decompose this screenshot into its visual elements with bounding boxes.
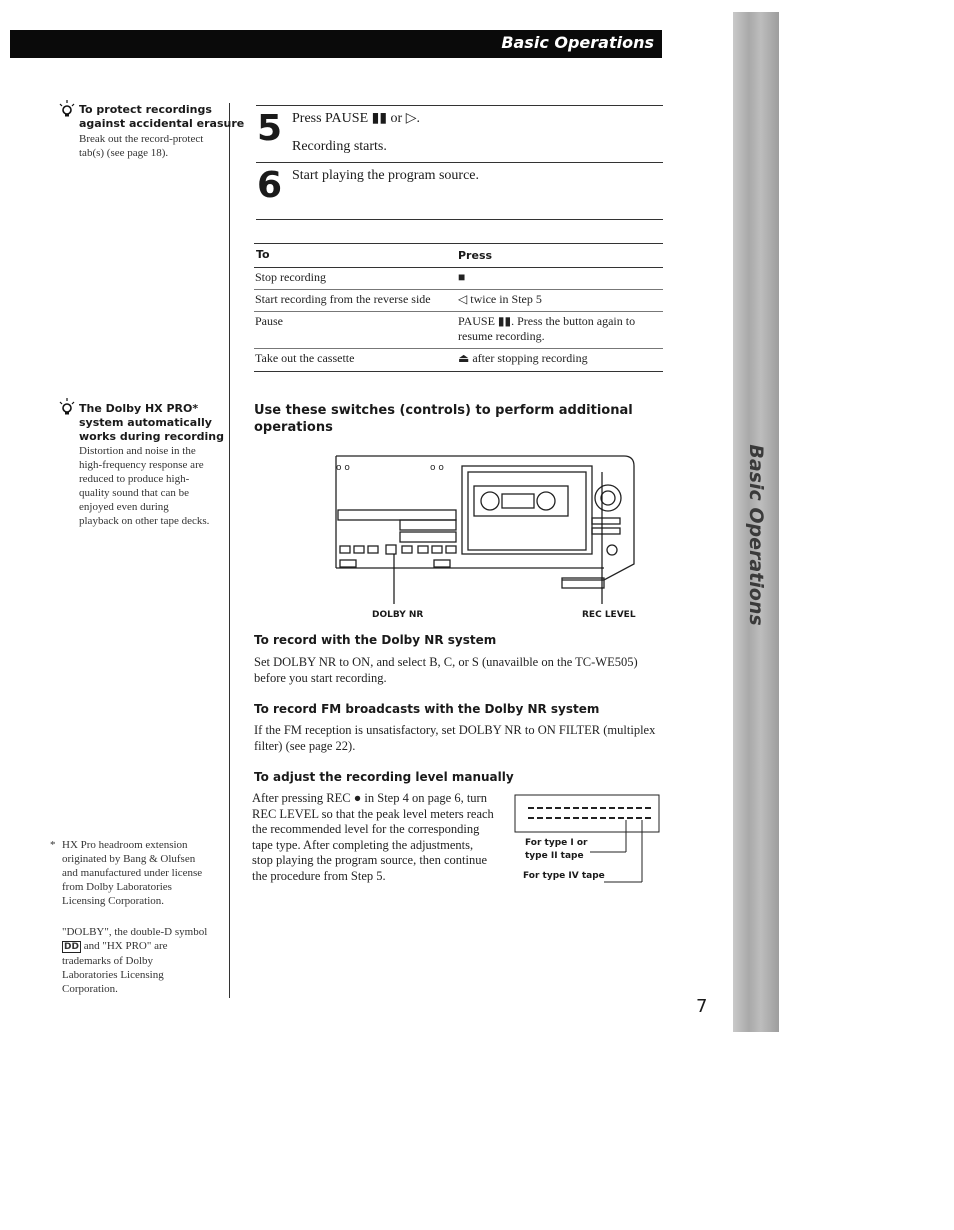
step-6-instruction: Start playing the program source. xyxy=(292,168,480,183)
subsection-title: To adjust the recording level manually xyxy=(254,770,514,784)
step-rule xyxy=(256,162,663,163)
table-rule xyxy=(254,289,663,290)
cassette-deck-illustration xyxy=(334,452,638,624)
footnote-marker: * xyxy=(50,839,56,851)
table-rule xyxy=(254,371,663,372)
step-rule xyxy=(256,105,663,106)
tip1-body: Break out the record-protect tab(s) (see page 18). xyxy=(79,133,204,159)
table-rule xyxy=(254,267,663,268)
section-heading: Use these switches (controls) to perform additional operations xyxy=(254,403,633,435)
table-cell-press: PAUSE ▮▮. Press the button again to resume recording. xyxy=(458,314,636,343)
sidebar-divider xyxy=(229,103,230,998)
table-cell-to: Pause xyxy=(255,314,283,328)
subsection-title: To record with the Dolby NR system xyxy=(254,633,497,647)
step-5-result: Recording starts. xyxy=(292,139,387,154)
table-header-press: Press xyxy=(458,249,493,262)
dolby-nr-label: DOLBY NR xyxy=(372,610,424,620)
trademark-text: "DOLBY", the double-D symbol DD and "HX PRO" are trademarks of Dolby Laboratories Licensing Corporation. xyxy=(62,926,208,995)
table-cell-to: Stop recording xyxy=(255,270,326,284)
svg-text:o o: o o xyxy=(430,463,444,473)
table-cell-press: ◁ twice in Step 5 xyxy=(458,292,542,306)
svg-text:o o: o o xyxy=(336,463,350,473)
table-rule xyxy=(254,311,663,312)
header-title: Basic Operations xyxy=(501,33,654,52)
table-cell-to: Start recording from the reverse side xyxy=(255,292,431,306)
header-bar xyxy=(10,30,662,58)
lightbulb-icon xyxy=(57,396,75,416)
lightbulb-icon xyxy=(57,98,75,118)
tip1-title: To protect recordings against accidental erasure xyxy=(79,103,245,130)
step-5-instruction: Press PAUSE ▮▮ or ▷. xyxy=(292,111,420,126)
tip2-title: The Dolby HX PRO* system automatically works during recording xyxy=(79,402,225,443)
rec-level-label: REC LEVEL xyxy=(582,610,636,620)
meter-label-type-i: For type I or type II tape xyxy=(525,838,588,861)
step-rule xyxy=(256,219,663,220)
table-header-to: To xyxy=(256,248,270,261)
subsection-body: Set DOLBY NR to ON, and select B, C, or S (unavailble on the TC-WE505) before you start recording. xyxy=(254,655,638,685)
dolby-double-d-symbol: DD xyxy=(64,942,79,952)
meter-label-type-iv: For type IV tape xyxy=(523,871,605,881)
footnote-text: HX Pro headroom extension originated by Bang & Olufsen and manufactured under license from Dolby Laboratories Licensing Corporation. xyxy=(62,839,203,907)
step-number-6: 6 xyxy=(257,165,283,206)
side-tab-label: Basic Operations xyxy=(745,444,767,626)
tip2-body: Distortion and noise in the high-frequency response are reduced to produce high- quality sound that can be enjoyed even during playback on other tape decks. xyxy=(79,445,210,527)
page-number: 7 xyxy=(696,996,708,1017)
table-cell-to: Take out the cassette xyxy=(255,351,355,365)
table-cell-press: ⏏ after stopping recording xyxy=(458,351,588,365)
subsection-body: If the FM reception is unsatisfactory, set DOLBY NR to ON FILTER (multiplex filter) (see page 22). xyxy=(254,723,656,753)
step-number-5: 5 xyxy=(257,108,283,149)
subsection-body: After pressing REC ● in Step 4 on page 6, turn REC LEVEL so that the peak level meters reach the recommended level for the corresponding tape type. After completing the adjustments, stop playing the program source, then continue the procedure from Step 5. xyxy=(252,791,494,883)
subsection-title: To record FM broadcasts with the Dolby NR system xyxy=(254,702,600,716)
table-cell-press: ■ xyxy=(458,270,466,284)
table-rule xyxy=(254,243,663,244)
table-rule xyxy=(254,348,663,349)
